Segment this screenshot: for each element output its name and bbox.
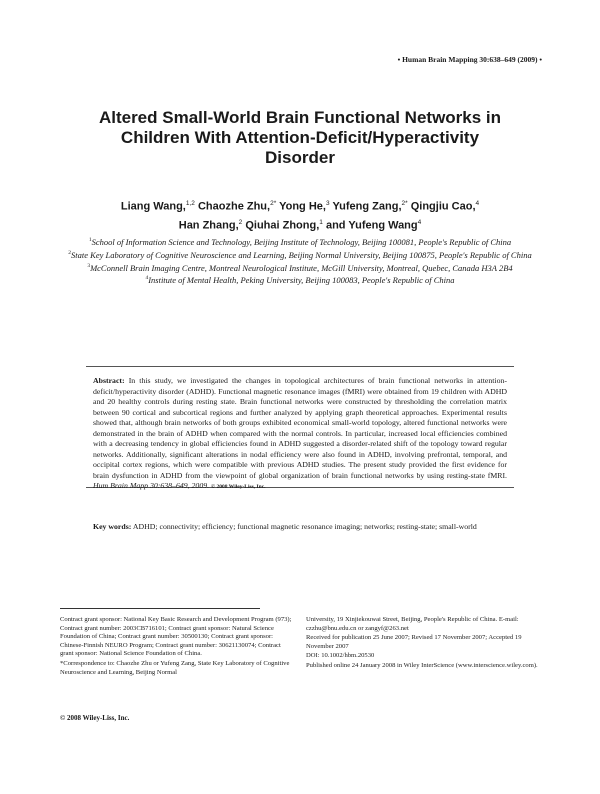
abstract: [93, 376, 507, 493]
author-affil-marker: 4: [417, 218, 422, 226]
affiliation-text: Institute of Mental Health, Peking University, Beijing 100083, People's Republic of China: [148, 275, 455, 286]
abstract-text: In this study, we investigated the changes in topological architectures of brain functional networks in attention-deficit/hyperactivity disorder (ADHD). Functional magnetic resonance images (fMRI) were obtained from 19 children with ADHD and 20 healthy controls during resting state. Brain functional networks were constructed by thresholding the correlation matrix between 90 cortical and subcortical regions and further analyzed by applying graph theoretical approaches. Experimental results showed that, although brain networks of both groups exhibited economical small-world topology, altered functional networks were demonstrated in the brain of ADHD when compared with the normal controls. In particular, increased local efficiencies combined with a decreasing tendency in global efficiencies found in ADHD suggested a disorder-related shift of the topology toward regular networks. Additionally, significant alterations in nodal efficiency were also found in ADHD, involving prefrontal, temporal, and occipital cortex regions, which were compatible with previous ADHD studies. The present study provided the first evidence for brain dysfunction in ADHD from the viewpoint of global organization of brain functional networks by using resting-state fMRI.: [93, 376, 507, 480]
affiliation-marker: 4: [145, 275, 149, 282]
abstract-citation: Hum Brain Mapp 30:638–649, 2009.: [93, 481, 210, 490]
footnote: Received for publication 25 June 2007; Revised 17 November 2007; Accepted 19 November 2007: [306, 634, 522, 650]
keywords-label: Key words:: [93, 522, 132, 531]
author-affil-marker: 3: [325, 200, 330, 207]
author-name: Qingjiu Cao,: [410, 200, 476, 213]
affiliation-marker: 3: [87, 262, 91, 269]
affiliation: [60, 248, 540, 261]
author-list: [60, 196, 540, 233]
author-name: Chaozhe Zhu,: [197, 200, 271, 213]
author-name: Yufeng Zang,: [332, 200, 402, 213]
affiliation: [60, 261, 540, 274]
author-name: Liang Wang,: [120, 200, 186, 213]
author-affil-marker: 2: [238, 218, 243, 226]
footnotes-right: [306, 616, 542, 672]
affiliation-text: State Key Laboratory of Cognitive Neuroscience and Learning, Beijing Normal University, Beijing 100875, People's Republic of China: [71, 249, 532, 260]
footnote-divider: [60, 608, 260, 609]
author-name: Han Zhang,: [178, 219, 239, 232]
title-line: Children With Attention-Deficit/Hyperactivity: [120, 128, 480, 147]
title-line: Altered Small-World Brain Functional Networks in: [98, 108, 502, 127]
affiliation: [60, 273, 540, 286]
title-line: Disorder: [265, 148, 335, 167]
author-affil-marker: 4: [475, 200, 480, 207]
footnote-doi: DOI: 10.1002/hbm.20530: [306, 652, 375, 660]
affiliations: [60, 235, 540, 286]
affiliation-marker: 2: [68, 249, 72, 256]
paper-title: [60, 108, 540, 168]
footnote: *Correspondence to: Chaozhe Zhu or Yufeng Zang, State Key Laboratory of Cognitive Neuroscience and Learning, Beijing Normal: [60, 659, 290, 676]
running-head: • Human Brain Mapping 30:638–649 (2009) •: [397, 55, 542, 64]
author-name: and Yufeng Wang: [325, 219, 418, 232]
keywords-text: ADHD; connectivity; efficiency; functional magnetic resonance imaging; networks; resting-state; small-world: [132, 522, 477, 531]
keywords: [93, 522, 507, 533]
abstract-copyright: © 2008 Wiley-Liss, Inc.: [211, 484, 266, 490]
author-affil-marker: 2*: [270, 200, 277, 207]
footnotes-left: [60, 616, 295, 678]
author-name: Qiuhai Zhong,: [245, 219, 320, 232]
affiliation-text: McConnell Brain Imaging Centre, Montreal Neurological Institute, McGill University, Montreal, Quebec, Canada H3A 2B4: [90, 262, 513, 273]
author-affil-marker: 1,2: [185, 200, 195, 207]
abstract-label: Abstract:: [93, 376, 125, 385]
footnote: Published online 24 January 2008 in Wiley InterScience (www.interscience.wiley.com).: [306, 661, 538, 669]
author-affil-marker: 2*: [401, 200, 408, 207]
author-name: Yong He,: [279, 200, 326, 213]
page-copyright: © 2008 Wiley-Liss, Inc.: [60, 714, 130, 722]
affiliation: [60, 235, 540, 248]
affiliation-marker: 1: [88, 237, 92, 243]
footnote: Contract grant sponsor: National Key Basic Research and Development Program (973); Contract grant number: 2003CB716101; Contract grant sponsor: Natural Science Foundation of China; Contract grant number: 30500130; Contract grant sponsor: Chinese-Finnish NEURO Program; Contract grant number: 30621130074; Contract grant sponsor: National Science Foundation of China.: [60, 616, 292, 658]
footnote: University, 19 Xinjiekouwai Street, Beijing, People's Republic of China. E-mail: czzhu@bnu.edu.cn or zangyf@263.net: [306, 616, 519, 632]
author-affil-marker: 1: [319, 218, 323, 226]
affiliation-text: School of Information Science and Technology, Beijing Institute of Technology, Beijing 100081, People's Republic of China: [91, 236, 512, 247]
